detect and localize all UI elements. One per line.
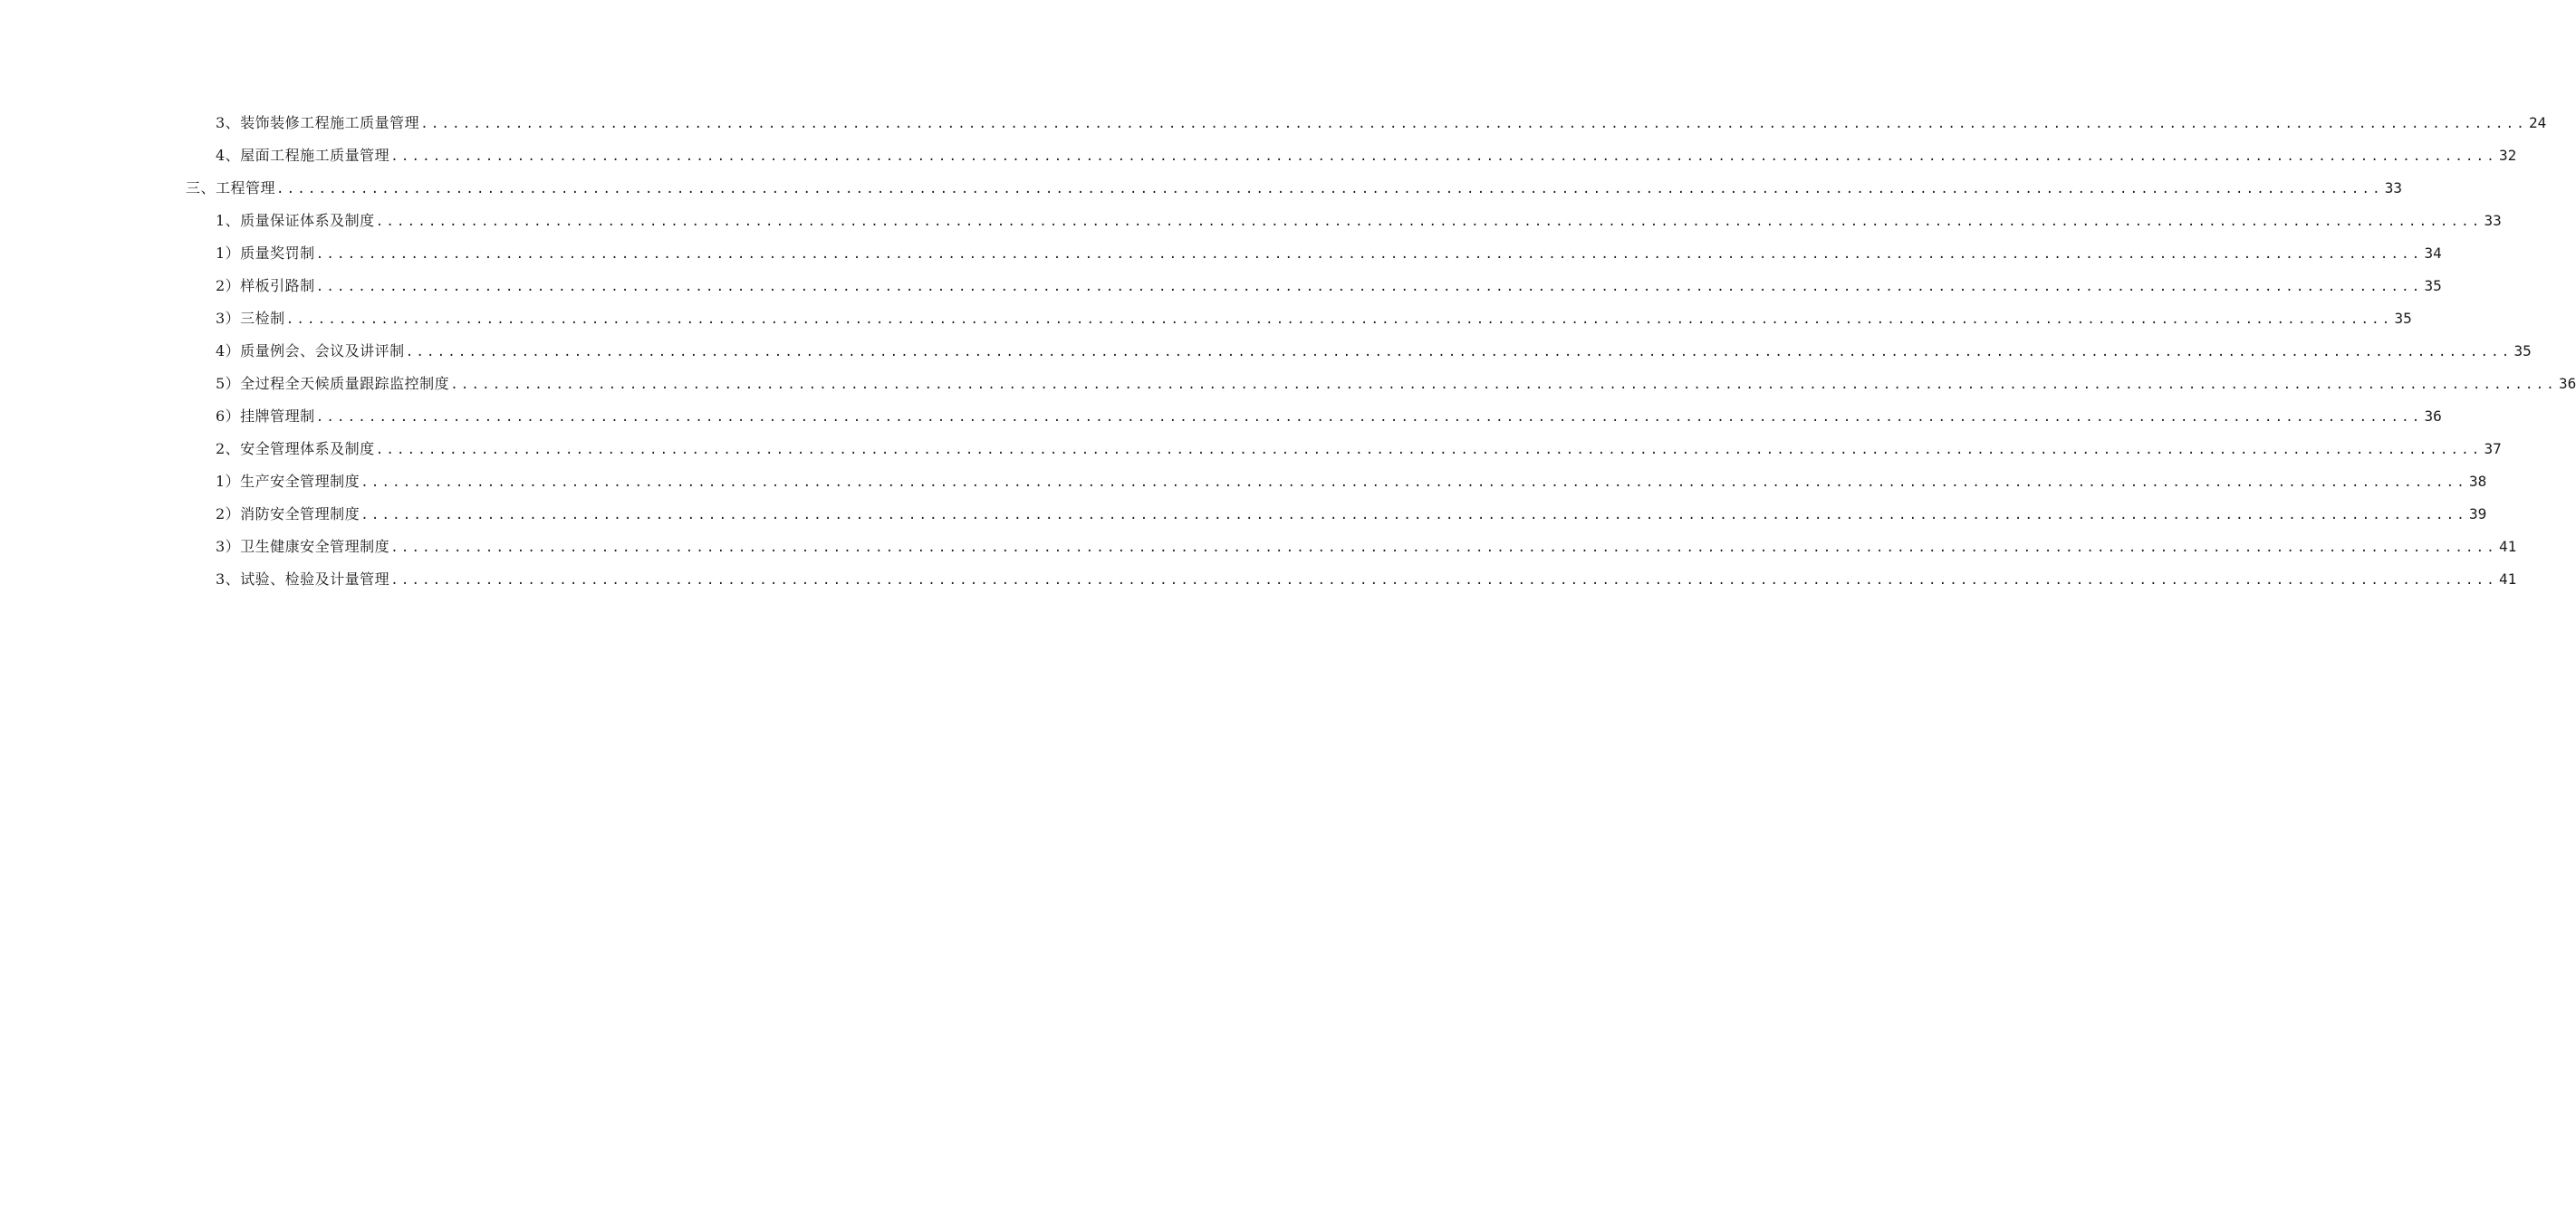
toc-entry-title: 2、安全管理体系及制度 bbox=[216, 440, 375, 457]
toc-dot-leader: ........................................................................................................................................................................................................ bbox=[315, 410, 2423, 425]
toc-dot-leader: ........................................................................................................................................................................................................ bbox=[276, 182, 2383, 196]
toc-entry-title: 2）消防安全管理制度 bbox=[216, 505, 360, 522]
toc-page-number: 33 bbox=[2484, 212, 2502, 229]
toc-page-number: 41 bbox=[2498, 538, 2517, 555]
toc-page-number: 38 bbox=[2468, 473, 2487, 490]
toc-page-number: 35 bbox=[2424, 277, 2442, 294]
toc-entry[interactable] bbox=[216, 139, 2517, 172]
toc-page-number: 33 bbox=[2384, 179, 2403, 196]
toc-page-number: 35 bbox=[2514, 342, 2532, 359]
toc-page-number: 35 bbox=[2394, 310, 2412, 327]
toc-page-number: 32 bbox=[2498, 147, 2517, 164]
toc-entry-title: 3、试验、检验及计量管理 bbox=[216, 570, 390, 588]
toc-entry-title: 1）生产安全管理制度 bbox=[216, 473, 360, 490]
toc-dot-leader: ........................................................................................................................................................................................................ bbox=[360, 475, 2467, 490]
toc-entry-title: 3、装饰装修工程施工质量管理 bbox=[216, 114, 420, 131]
toc-dot-leader: ........................................................................................................................................................................................................ bbox=[390, 573, 2497, 588]
toc-entry-title: 1）质量奖罚制 bbox=[216, 244, 315, 262]
toc-entry-title: 2）样板引路制 bbox=[216, 277, 315, 294]
toc-dot-leader: ........................................................................................................................................................................................................ bbox=[420, 117, 2527, 131]
toc-page-number: 34 bbox=[2424, 244, 2442, 262]
toc-page-number: 37 bbox=[2484, 440, 2502, 457]
toc-entry[interactable] bbox=[216, 400, 2442, 433]
toc-entry[interactable] bbox=[216, 270, 2442, 302]
toc-dot-leader: ........................................................................................................................................................................................................ bbox=[315, 280, 2423, 294]
toc-page-number: 24 bbox=[2528, 114, 2547, 131]
toc-dot-leader: ........................................................................................................................................................................................................ bbox=[390, 541, 2497, 555]
toc-entry[interactable] bbox=[216, 237, 2442, 270]
toc-entry[interactable] bbox=[216, 465, 2487, 498]
toc-entry[interactable] bbox=[216, 563, 2517, 596]
toc-dot-leader: ........................................................................................................................................................................................................ bbox=[390, 149, 2497, 164]
toc-entry[interactable] bbox=[216, 531, 2517, 563]
toc-entry[interactable] bbox=[216, 335, 2532, 368]
toc-entry-title: 三、工程管理 bbox=[186, 179, 276, 196]
toc-entry[interactable] bbox=[216, 107, 2547, 139]
toc-page-number: 36 bbox=[2424, 407, 2442, 425]
toc-entry-title: 3）三检制 bbox=[216, 310, 285, 327]
toc-page-number: 41 bbox=[2498, 570, 2517, 588]
toc-entry-title: 1、质量保证体系及制度 bbox=[216, 212, 375, 229]
toc-page-number: 39 bbox=[2468, 505, 2487, 522]
toc-entry[interactable] bbox=[216, 433, 2502, 465]
toc-entry-title: 4、屋面工程施工质量管理 bbox=[216, 147, 390, 164]
toc-dot-leader: ........................................................................................................................................................................................................ bbox=[315, 247, 2423, 262]
toc-dot-leader: ........................................................................................................................................................................................................ bbox=[375, 443, 2483, 457]
toc-dot-leader: ........................................................................................................................................................................................................ bbox=[450, 378, 2557, 392]
toc-entry[interactable] bbox=[216, 498, 2487, 531]
toc-entry-title: 4）质量例会、会议及讲评制 bbox=[216, 342, 405, 359]
toc-entry-title: 3）卫生健康安全管理制度 bbox=[216, 538, 390, 555]
toc-entry-title: 5）全过程全天候质量跟踪监控制度 bbox=[216, 375, 450, 392]
toc-dot-leader: ........................................................................................................................................................................................................ bbox=[375, 215, 2483, 229]
toc-entry[interactable] bbox=[216, 205, 2502, 237]
toc-entry[interactable] bbox=[186, 172, 2403, 205]
toc-entry[interactable] bbox=[216, 368, 2576, 400]
toc-page-number: 36 bbox=[2558, 375, 2576, 392]
toc-dot-leader: ........................................................................................................................................................................................................ bbox=[360, 508, 2467, 522]
toc-dot-leader: ........................................................................................................................................................................................................ bbox=[285, 312, 2393, 327]
toc-entry[interactable] bbox=[216, 302, 2412, 335]
toc-entry-title: 6）挂牌管理制 bbox=[216, 407, 315, 425]
toc-dot-leader: ........................................................................................................................................................................................................ bbox=[405, 345, 2513, 359]
